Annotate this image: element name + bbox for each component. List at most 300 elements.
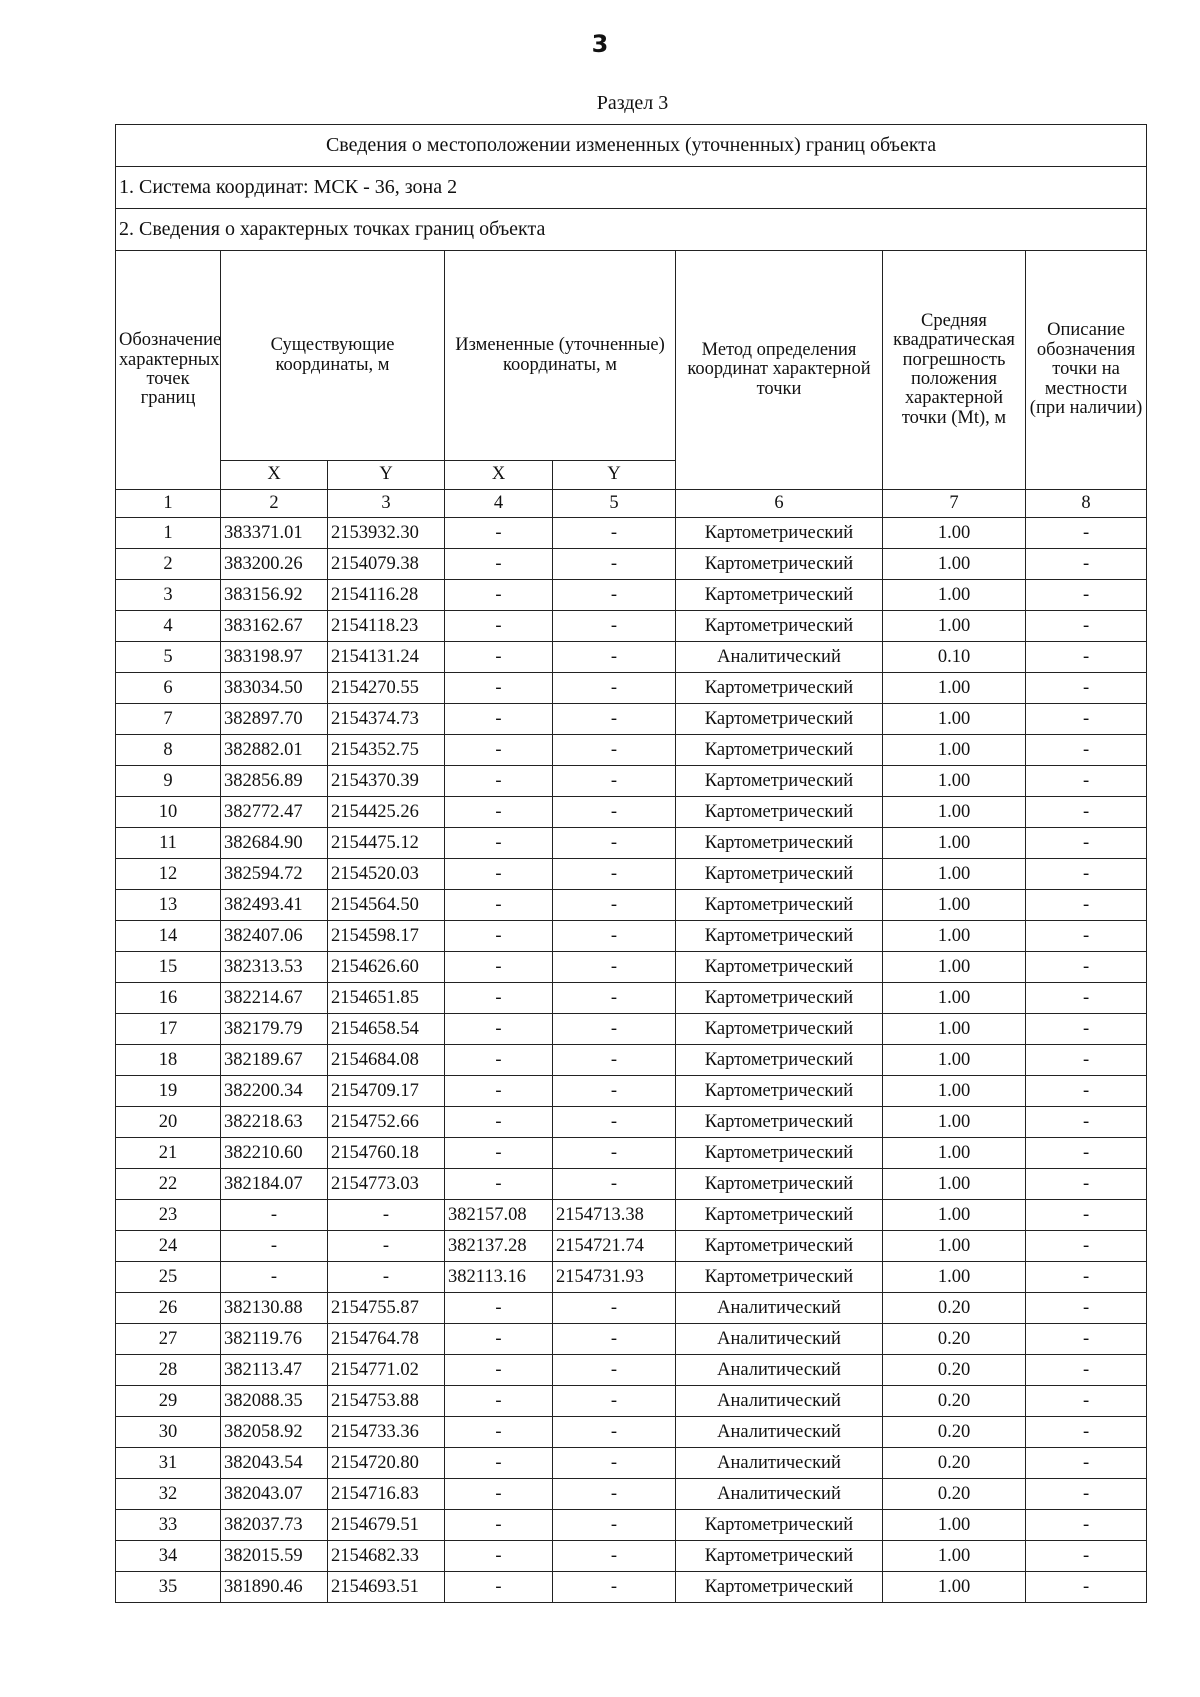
existing-x-cell: 382218.63 bbox=[221, 1107, 328, 1138]
point-number-cell: 31 bbox=[116, 1448, 221, 1479]
existing-x-cell: 382882.01 bbox=[221, 735, 328, 766]
changed-y-cell: - bbox=[553, 1448, 676, 1479]
description-cell: - bbox=[1026, 642, 1147, 673]
existing-y-cell: - bbox=[328, 1231, 445, 1262]
mean-error-cell: 1.00 bbox=[883, 1541, 1026, 1572]
existing-x-cell: - bbox=[221, 1200, 328, 1231]
existing-x-cell: 382214.67 bbox=[221, 983, 328, 1014]
mean-error-cell: 1.00 bbox=[883, 828, 1026, 859]
point-number-cell: 3 bbox=[116, 580, 221, 611]
existing-x-cell: 382772.47 bbox=[221, 797, 328, 828]
method-cell: Картометрический bbox=[676, 766, 883, 797]
mean-error-cell: 1.00 bbox=[883, 1510, 1026, 1541]
changed-x-cell: - bbox=[445, 921, 553, 952]
description-cell: - bbox=[1026, 1510, 1147, 1541]
existing-x-cell: 382015.59 bbox=[221, 1541, 328, 1572]
changed-x-cell: - bbox=[445, 518, 553, 549]
mean-error-cell: 0.20 bbox=[883, 1355, 1026, 1386]
point-number-cell: 33 bbox=[116, 1510, 221, 1541]
point-number-cell: 1 bbox=[116, 518, 221, 549]
changed-x-cell: 382113.16 bbox=[445, 1262, 553, 1293]
mean-error-cell: 1.00 bbox=[883, 1231, 1026, 1262]
points-info-heading: 2. Сведения о характерных точках границ объекта bbox=[116, 209, 1147, 251]
mean-error-cell: 0.20 bbox=[883, 1293, 1026, 1324]
point-number-cell: 9 bbox=[116, 766, 221, 797]
description-cell: - bbox=[1026, 673, 1147, 704]
existing-y-cell: 2154374.73 bbox=[328, 704, 445, 735]
mean-error-cell: 1.00 bbox=[883, 611, 1026, 642]
description-cell: - bbox=[1026, 1262, 1147, 1293]
existing-y-cell: 2154370.39 bbox=[328, 766, 445, 797]
changed-y-cell: - bbox=[553, 642, 676, 673]
table-row bbox=[116, 1169, 1147, 1200]
description-cell: - bbox=[1026, 1045, 1147, 1076]
existing-x-cell: 382594.72 bbox=[221, 859, 328, 890]
table-row bbox=[116, 859, 1147, 890]
column-number: 2 bbox=[221, 490, 328, 518]
existing-y-cell: 2154598.17 bbox=[328, 921, 445, 952]
point-number-cell: 18 bbox=[116, 1045, 221, 1076]
existing-x-cell: 382130.88 bbox=[221, 1293, 328, 1324]
mean-error-cell: 1.00 bbox=[883, 1076, 1026, 1107]
changed-x-cell: - bbox=[445, 1479, 553, 1510]
existing-x-cell: 382200.34 bbox=[221, 1076, 328, 1107]
changed-y-cell: - bbox=[553, 1169, 676, 1200]
mean-error-cell: 1.00 bbox=[883, 1045, 1026, 1076]
method-cell: Аналитический bbox=[676, 1448, 883, 1479]
method-cell: Картометрический bbox=[676, 1231, 883, 1262]
point-number-cell: 12 bbox=[116, 859, 221, 890]
method-cell: Аналитический bbox=[676, 1479, 883, 1510]
table-row bbox=[116, 828, 1147, 859]
existing-x-cell: 383156.92 bbox=[221, 580, 328, 611]
existing-x-cell: - bbox=[221, 1262, 328, 1293]
changed-x-cell: - bbox=[445, 859, 553, 890]
table-row bbox=[116, 1386, 1147, 1417]
point-number-cell: 19 bbox=[116, 1076, 221, 1107]
mean-error-cell: 1.00 bbox=[883, 1169, 1026, 1200]
point-number-cell: 4 bbox=[116, 611, 221, 642]
description-cell: - bbox=[1026, 952, 1147, 983]
header-changed-y: Y bbox=[553, 461, 676, 490]
existing-x-cell: 382684.90 bbox=[221, 828, 328, 859]
point-number-cell: 20 bbox=[116, 1107, 221, 1138]
existing-x-cell: 382043.07 bbox=[221, 1479, 328, 1510]
table-row bbox=[116, 642, 1147, 673]
changed-y-cell: - bbox=[553, 859, 676, 890]
changed-y-cell: - bbox=[553, 983, 676, 1014]
changed-x-cell: - bbox=[445, 828, 553, 859]
column-number: 1 bbox=[116, 490, 221, 518]
mean-error-cell: 1.00 bbox=[883, 1200, 1026, 1231]
mean-error-cell: 1.00 bbox=[883, 518, 1026, 549]
method-cell: Картометрический bbox=[676, 549, 883, 580]
changed-x-cell: - bbox=[445, 735, 553, 766]
point-number-cell: 30 bbox=[116, 1417, 221, 1448]
changed-y-cell: - bbox=[553, 1014, 676, 1045]
column-number: 5 bbox=[553, 490, 676, 518]
point-number-cell: 28 bbox=[116, 1355, 221, 1386]
table-row bbox=[116, 580, 1147, 611]
table-row bbox=[116, 1572, 1147, 1603]
existing-y-cell: 2154352.75 bbox=[328, 735, 445, 766]
description-cell: - bbox=[1026, 518, 1147, 549]
changed-x-cell: 382157.08 bbox=[445, 1200, 553, 1231]
changed-x-cell: - bbox=[445, 983, 553, 1014]
mean-error-cell: 1.00 bbox=[883, 797, 1026, 828]
existing-x-cell: 382856.89 bbox=[221, 766, 328, 797]
table-row bbox=[116, 797, 1147, 828]
existing-x-cell: 382210.60 bbox=[221, 1138, 328, 1169]
method-cell: Картометрический bbox=[676, 890, 883, 921]
description-cell: - bbox=[1026, 1479, 1147, 1510]
point-number-cell: 22 bbox=[116, 1169, 221, 1200]
description-cell: - bbox=[1026, 1138, 1147, 1169]
table-row bbox=[116, 735, 1147, 766]
changed-x-cell: - bbox=[445, 1510, 553, 1541]
table-row bbox=[116, 1076, 1147, 1107]
table-row bbox=[116, 1231, 1147, 1262]
description-cell: - bbox=[1026, 983, 1147, 1014]
table-row bbox=[116, 921, 1147, 952]
table-row bbox=[116, 983, 1147, 1014]
existing-x-cell: 383162.67 bbox=[221, 611, 328, 642]
description-cell: - bbox=[1026, 1355, 1147, 1386]
existing-y-cell: 2154753.88 bbox=[328, 1386, 445, 1417]
method-cell: Картометрический bbox=[676, 735, 883, 766]
point-number-cell: 34 bbox=[116, 1541, 221, 1572]
mean-error-cell: 1.00 bbox=[883, 952, 1026, 983]
table-body bbox=[116, 518, 1147, 1603]
changed-y-cell: - bbox=[553, 1107, 676, 1138]
method-cell: Картометрический bbox=[676, 1076, 883, 1107]
changed-x-cell: - bbox=[445, 1293, 553, 1324]
description-cell: - bbox=[1026, 1541, 1147, 1572]
header-description: Описание обозначения точки на местности (при наличии) bbox=[1026, 251, 1147, 490]
header-method: Метод определения координат характерной точки bbox=[676, 251, 883, 490]
header-changed-x: X bbox=[445, 461, 553, 490]
table-row bbox=[116, 1324, 1147, 1355]
mean-error-cell: 1.00 bbox=[883, 704, 1026, 735]
changed-x-cell: - bbox=[445, 549, 553, 580]
changed-x-cell: - bbox=[445, 1138, 553, 1169]
mean-error-cell: 1.00 bbox=[883, 921, 1026, 952]
existing-y-cell: 2154564.50 bbox=[328, 890, 445, 921]
description-cell: - bbox=[1026, 735, 1147, 766]
description-cell: - bbox=[1026, 1200, 1147, 1231]
changed-y-cell: - bbox=[553, 611, 676, 642]
mean-error-cell: 1.00 bbox=[883, 1107, 1026, 1138]
mean-error-cell: 1.00 bbox=[883, 766, 1026, 797]
method-cell: Картометрический bbox=[676, 1572, 883, 1603]
existing-x-cell: 382113.47 bbox=[221, 1355, 328, 1386]
changed-y-cell: - bbox=[553, 1045, 676, 1076]
mean-error-cell: 1.00 bbox=[883, 983, 1026, 1014]
description-cell: - bbox=[1026, 1417, 1147, 1448]
existing-x-cell: 382037.73 bbox=[221, 1510, 328, 1541]
description-cell: - bbox=[1026, 797, 1147, 828]
changed-y-cell: - bbox=[553, 1293, 676, 1324]
existing-y-cell: 2154131.24 bbox=[328, 642, 445, 673]
point-number-cell: 11 bbox=[116, 828, 221, 859]
existing-x-cell: 382043.54 bbox=[221, 1448, 328, 1479]
method-cell: Картометрический bbox=[676, 518, 883, 549]
method-cell: Картометрический bbox=[676, 1014, 883, 1045]
mean-error-cell: 0.20 bbox=[883, 1479, 1026, 1510]
existing-y-cell: 2154658.54 bbox=[328, 1014, 445, 1045]
changed-y-cell: - bbox=[553, 1510, 676, 1541]
changed-y-cell: - bbox=[553, 673, 676, 704]
existing-y-cell: 2154773.03 bbox=[328, 1169, 445, 1200]
method-cell: Картометрический bbox=[676, 1200, 883, 1231]
method-cell: Картометрический bbox=[676, 1510, 883, 1541]
mean-error-cell: 1.00 bbox=[883, 580, 1026, 611]
changed-y-cell: - bbox=[553, 1138, 676, 1169]
table-row bbox=[116, 1200, 1147, 1231]
method-cell: Аналитический bbox=[676, 642, 883, 673]
method-cell: Картометрический bbox=[676, 921, 883, 952]
description-cell: - bbox=[1026, 1169, 1147, 1200]
description-cell: - bbox=[1026, 611, 1147, 642]
changed-x-cell: 382137.28 bbox=[445, 1231, 553, 1262]
point-number-cell: 16 bbox=[116, 983, 221, 1014]
description-cell: - bbox=[1026, 766, 1147, 797]
mean-error-cell: 0.20 bbox=[883, 1417, 1026, 1448]
changed-y-cell: - bbox=[553, 1355, 676, 1386]
existing-y-cell: 2154682.33 bbox=[328, 1541, 445, 1572]
changed-x-cell: - bbox=[445, 704, 553, 735]
changed-x-cell: - bbox=[445, 952, 553, 983]
changed-x-cell: - bbox=[445, 1541, 553, 1572]
description-cell: - bbox=[1026, 828, 1147, 859]
changed-x-cell: - bbox=[445, 766, 553, 797]
table-title: Сведения о местоположении измененных (уточненных) границ объекта bbox=[116, 125, 1147, 167]
existing-y-cell: 2154752.66 bbox=[328, 1107, 445, 1138]
existing-x-cell: 383371.01 bbox=[221, 518, 328, 549]
method-cell: Картометрический bbox=[676, 1045, 883, 1076]
mean-error-cell: 1.00 bbox=[883, 859, 1026, 890]
column-number: 8 bbox=[1026, 490, 1147, 518]
mean-error-cell: 1.00 bbox=[883, 549, 1026, 580]
existing-x-cell: 382058.92 bbox=[221, 1417, 328, 1448]
point-number-cell: 2 bbox=[116, 549, 221, 580]
mean-error-cell: 0.20 bbox=[883, 1386, 1026, 1417]
existing-x-cell: 382184.07 bbox=[221, 1169, 328, 1200]
header-point-designation: Обозначение характерных точек границ bbox=[116, 251, 221, 490]
method-cell: Картометрический bbox=[676, 611, 883, 642]
point-number-cell: 26 bbox=[116, 1293, 221, 1324]
method-cell: Аналитический bbox=[676, 1355, 883, 1386]
point-number-cell: 6 bbox=[116, 673, 221, 704]
method-cell: Картометрический bbox=[676, 828, 883, 859]
description-cell: - bbox=[1026, 1076, 1147, 1107]
description-cell: - bbox=[1026, 1386, 1147, 1417]
existing-x-cell: 383198.97 bbox=[221, 642, 328, 673]
mean-error-cell: 1.00 bbox=[883, 1014, 1026, 1045]
method-cell: Картометрический bbox=[676, 859, 883, 890]
changed-y-cell: - bbox=[553, 1386, 676, 1417]
existing-y-cell: 2153932.30 bbox=[328, 518, 445, 549]
method-cell: Картометрический bbox=[676, 580, 883, 611]
changed-x-cell: - bbox=[445, 1045, 553, 1076]
header-existing-y: Y bbox=[328, 461, 445, 490]
method-cell: Картометрический bbox=[676, 1262, 883, 1293]
existing-y-cell: 2154720.80 bbox=[328, 1448, 445, 1479]
point-number-cell: 25 bbox=[116, 1262, 221, 1293]
point-number-cell: 5 bbox=[116, 642, 221, 673]
method-cell: Аналитический bbox=[676, 1386, 883, 1417]
mean-error-cell: 1.00 bbox=[883, 1138, 1026, 1169]
method-cell: Картометрический bbox=[676, 704, 883, 735]
description-cell: - bbox=[1026, 549, 1147, 580]
table-row bbox=[116, 1479, 1147, 1510]
existing-x-cell: 383200.26 bbox=[221, 549, 328, 580]
point-number-cell: 17 bbox=[116, 1014, 221, 1045]
existing-x-cell: 382313.53 bbox=[221, 952, 328, 983]
existing-y-cell: 2154771.02 bbox=[328, 1355, 445, 1386]
table-row bbox=[116, 518, 1147, 549]
existing-x-cell: 382493.41 bbox=[221, 890, 328, 921]
changed-y-cell: - bbox=[553, 735, 676, 766]
existing-x-cell: 382088.35 bbox=[221, 1386, 328, 1417]
method-cell: Картометрический bbox=[676, 797, 883, 828]
table-row bbox=[116, 952, 1147, 983]
changed-y-cell: - bbox=[553, 952, 676, 983]
description-cell: - bbox=[1026, 1107, 1147, 1138]
changed-y-cell: 2154713.38 bbox=[553, 1200, 676, 1231]
table-row bbox=[116, 1138, 1147, 1169]
page-number: 3 bbox=[591, 30, 609, 58]
method-cell: Аналитический bbox=[676, 1324, 883, 1355]
existing-y-cell: 2154760.18 bbox=[328, 1138, 445, 1169]
changed-y-cell: - bbox=[553, 704, 676, 735]
existing-x-cell: - bbox=[221, 1231, 328, 1262]
changed-x-cell: - bbox=[445, 1386, 553, 1417]
description-cell: - bbox=[1026, 1572, 1147, 1603]
changed-x-cell: - bbox=[445, 611, 553, 642]
changed-x-cell: - bbox=[445, 1076, 553, 1107]
changed-y-cell: - bbox=[553, 1572, 676, 1603]
table-row bbox=[116, 766, 1147, 797]
description-cell: - bbox=[1026, 859, 1147, 890]
existing-y-cell: 2154733.36 bbox=[328, 1417, 445, 1448]
table-row bbox=[116, 1448, 1147, 1479]
changed-x-cell: - bbox=[445, 797, 553, 828]
method-cell: Картометрический bbox=[676, 952, 883, 983]
method-cell: Картометрический bbox=[676, 1541, 883, 1572]
point-number-cell: 7 bbox=[116, 704, 221, 735]
description-cell: - bbox=[1026, 704, 1147, 735]
changed-y-cell: 2154721.74 bbox=[553, 1231, 676, 1262]
point-number-cell: 32 bbox=[116, 1479, 221, 1510]
changed-y-cell: - bbox=[553, 890, 676, 921]
section-label: Раздел 3 bbox=[596, 92, 669, 114]
changed-x-cell: - bbox=[445, 1324, 553, 1355]
point-number-cell: 23 bbox=[116, 1200, 221, 1231]
existing-y-cell: 2154679.51 bbox=[328, 1510, 445, 1541]
table-row bbox=[116, 1417, 1147, 1448]
table-row bbox=[116, 1293, 1147, 1324]
mean-error-cell: 0.10 bbox=[883, 642, 1026, 673]
existing-x-cell: 382407.06 bbox=[221, 921, 328, 952]
table-row bbox=[116, 1510, 1147, 1541]
point-number-cell: 35 bbox=[116, 1572, 221, 1603]
point-number-cell: 21 bbox=[116, 1138, 221, 1169]
changed-x-cell: - bbox=[445, 1417, 553, 1448]
description-cell: - bbox=[1026, 921, 1147, 952]
existing-y-cell: - bbox=[328, 1200, 445, 1231]
existing-x-cell: 383034.50 bbox=[221, 673, 328, 704]
existing-y-cell: - bbox=[328, 1262, 445, 1293]
point-number-cell: 15 bbox=[116, 952, 221, 983]
point-number-cell: 14 bbox=[116, 921, 221, 952]
point-number-cell: 10 bbox=[116, 797, 221, 828]
description-cell: - bbox=[1026, 1231, 1147, 1262]
changed-y-cell: - bbox=[553, 518, 676, 549]
changed-y-cell: - bbox=[553, 1541, 676, 1572]
table-row bbox=[116, 549, 1147, 580]
method-cell: Аналитический bbox=[676, 1293, 883, 1324]
existing-y-cell: 2154716.83 bbox=[328, 1479, 445, 1510]
point-number-cell: 29 bbox=[116, 1386, 221, 1417]
coordinate-system: 1. Система координат: МСК - 36, зона 2 bbox=[116, 167, 1147, 209]
mean-error-cell: 1.00 bbox=[883, 673, 1026, 704]
table-row bbox=[116, 704, 1147, 735]
mean-error-cell: 0.20 bbox=[883, 1448, 1026, 1479]
changed-y-cell: 2154731.93 bbox=[553, 1262, 676, 1293]
changed-y-cell: - bbox=[553, 549, 676, 580]
existing-y-cell: 2154475.12 bbox=[328, 828, 445, 859]
changed-y-cell: - bbox=[553, 1479, 676, 1510]
column-numbers-row bbox=[116, 490, 1147, 518]
changed-x-cell: - bbox=[445, 580, 553, 611]
description-cell: - bbox=[1026, 1324, 1147, 1355]
method-cell: Картометрический bbox=[676, 1107, 883, 1138]
existing-y-cell: 2154270.55 bbox=[328, 673, 445, 704]
existing-y-cell: 2154651.85 bbox=[328, 983, 445, 1014]
header-changed-coords: Измененные (уточненные) координаты, м bbox=[445, 251, 676, 461]
table-row bbox=[116, 1541, 1147, 1572]
existing-y-cell: 2154079.38 bbox=[328, 549, 445, 580]
point-number-cell: 8 bbox=[116, 735, 221, 766]
changed-x-cell: - bbox=[445, 1107, 553, 1138]
mean-error-cell: 1.00 bbox=[883, 735, 1026, 766]
existing-y-cell: 2154764.78 bbox=[328, 1324, 445, 1355]
changed-x-cell: - bbox=[445, 1014, 553, 1045]
table-row bbox=[116, 1107, 1147, 1138]
column-number: 3 bbox=[328, 490, 445, 518]
changed-y-cell: - bbox=[553, 797, 676, 828]
header-mean-error: Средняя квадратическая погрешность положения характерной точки (Mt), м bbox=[883, 251, 1026, 490]
changed-y-cell: - bbox=[553, 921, 676, 952]
description-cell: - bbox=[1026, 1014, 1147, 1045]
column-number: 7 bbox=[883, 490, 1026, 518]
method-cell: Картометрический bbox=[676, 1169, 883, 1200]
existing-y-cell: 2154684.08 bbox=[328, 1045, 445, 1076]
mean-error-cell: 1.00 bbox=[883, 1262, 1026, 1293]
existing-y-cell: 2154425.26 bbox=[328, 797, 445, 828]
mean-error-cell: 0.20 bbox=[883, 1324, 1026, 1355]
point-number-cell: 24 bbox=[116, 1231, 221, 1262]
existing-y-cell: 2154118.23 bbox=[328, 611, 445, 642]
existing-y-cell: 2154116.28 bbox=[328, 580, 445, 611]
existing-x-cell: 382897.70 bbox=[221, 704, 328, 735]
changed-y-cell: - bbox=[553, 580, 676, 611]
existing-x-cell: 382189.67 bbox=[221, 1045, 328, 1076]
method-cell: Аналитический bbox=[676, 1417, 883, 1448]
table-header bbox=[116, 125, 1147, 518]
mean-error-cell: 1.00 bbox=[883, 1572, 1026, 1603]
